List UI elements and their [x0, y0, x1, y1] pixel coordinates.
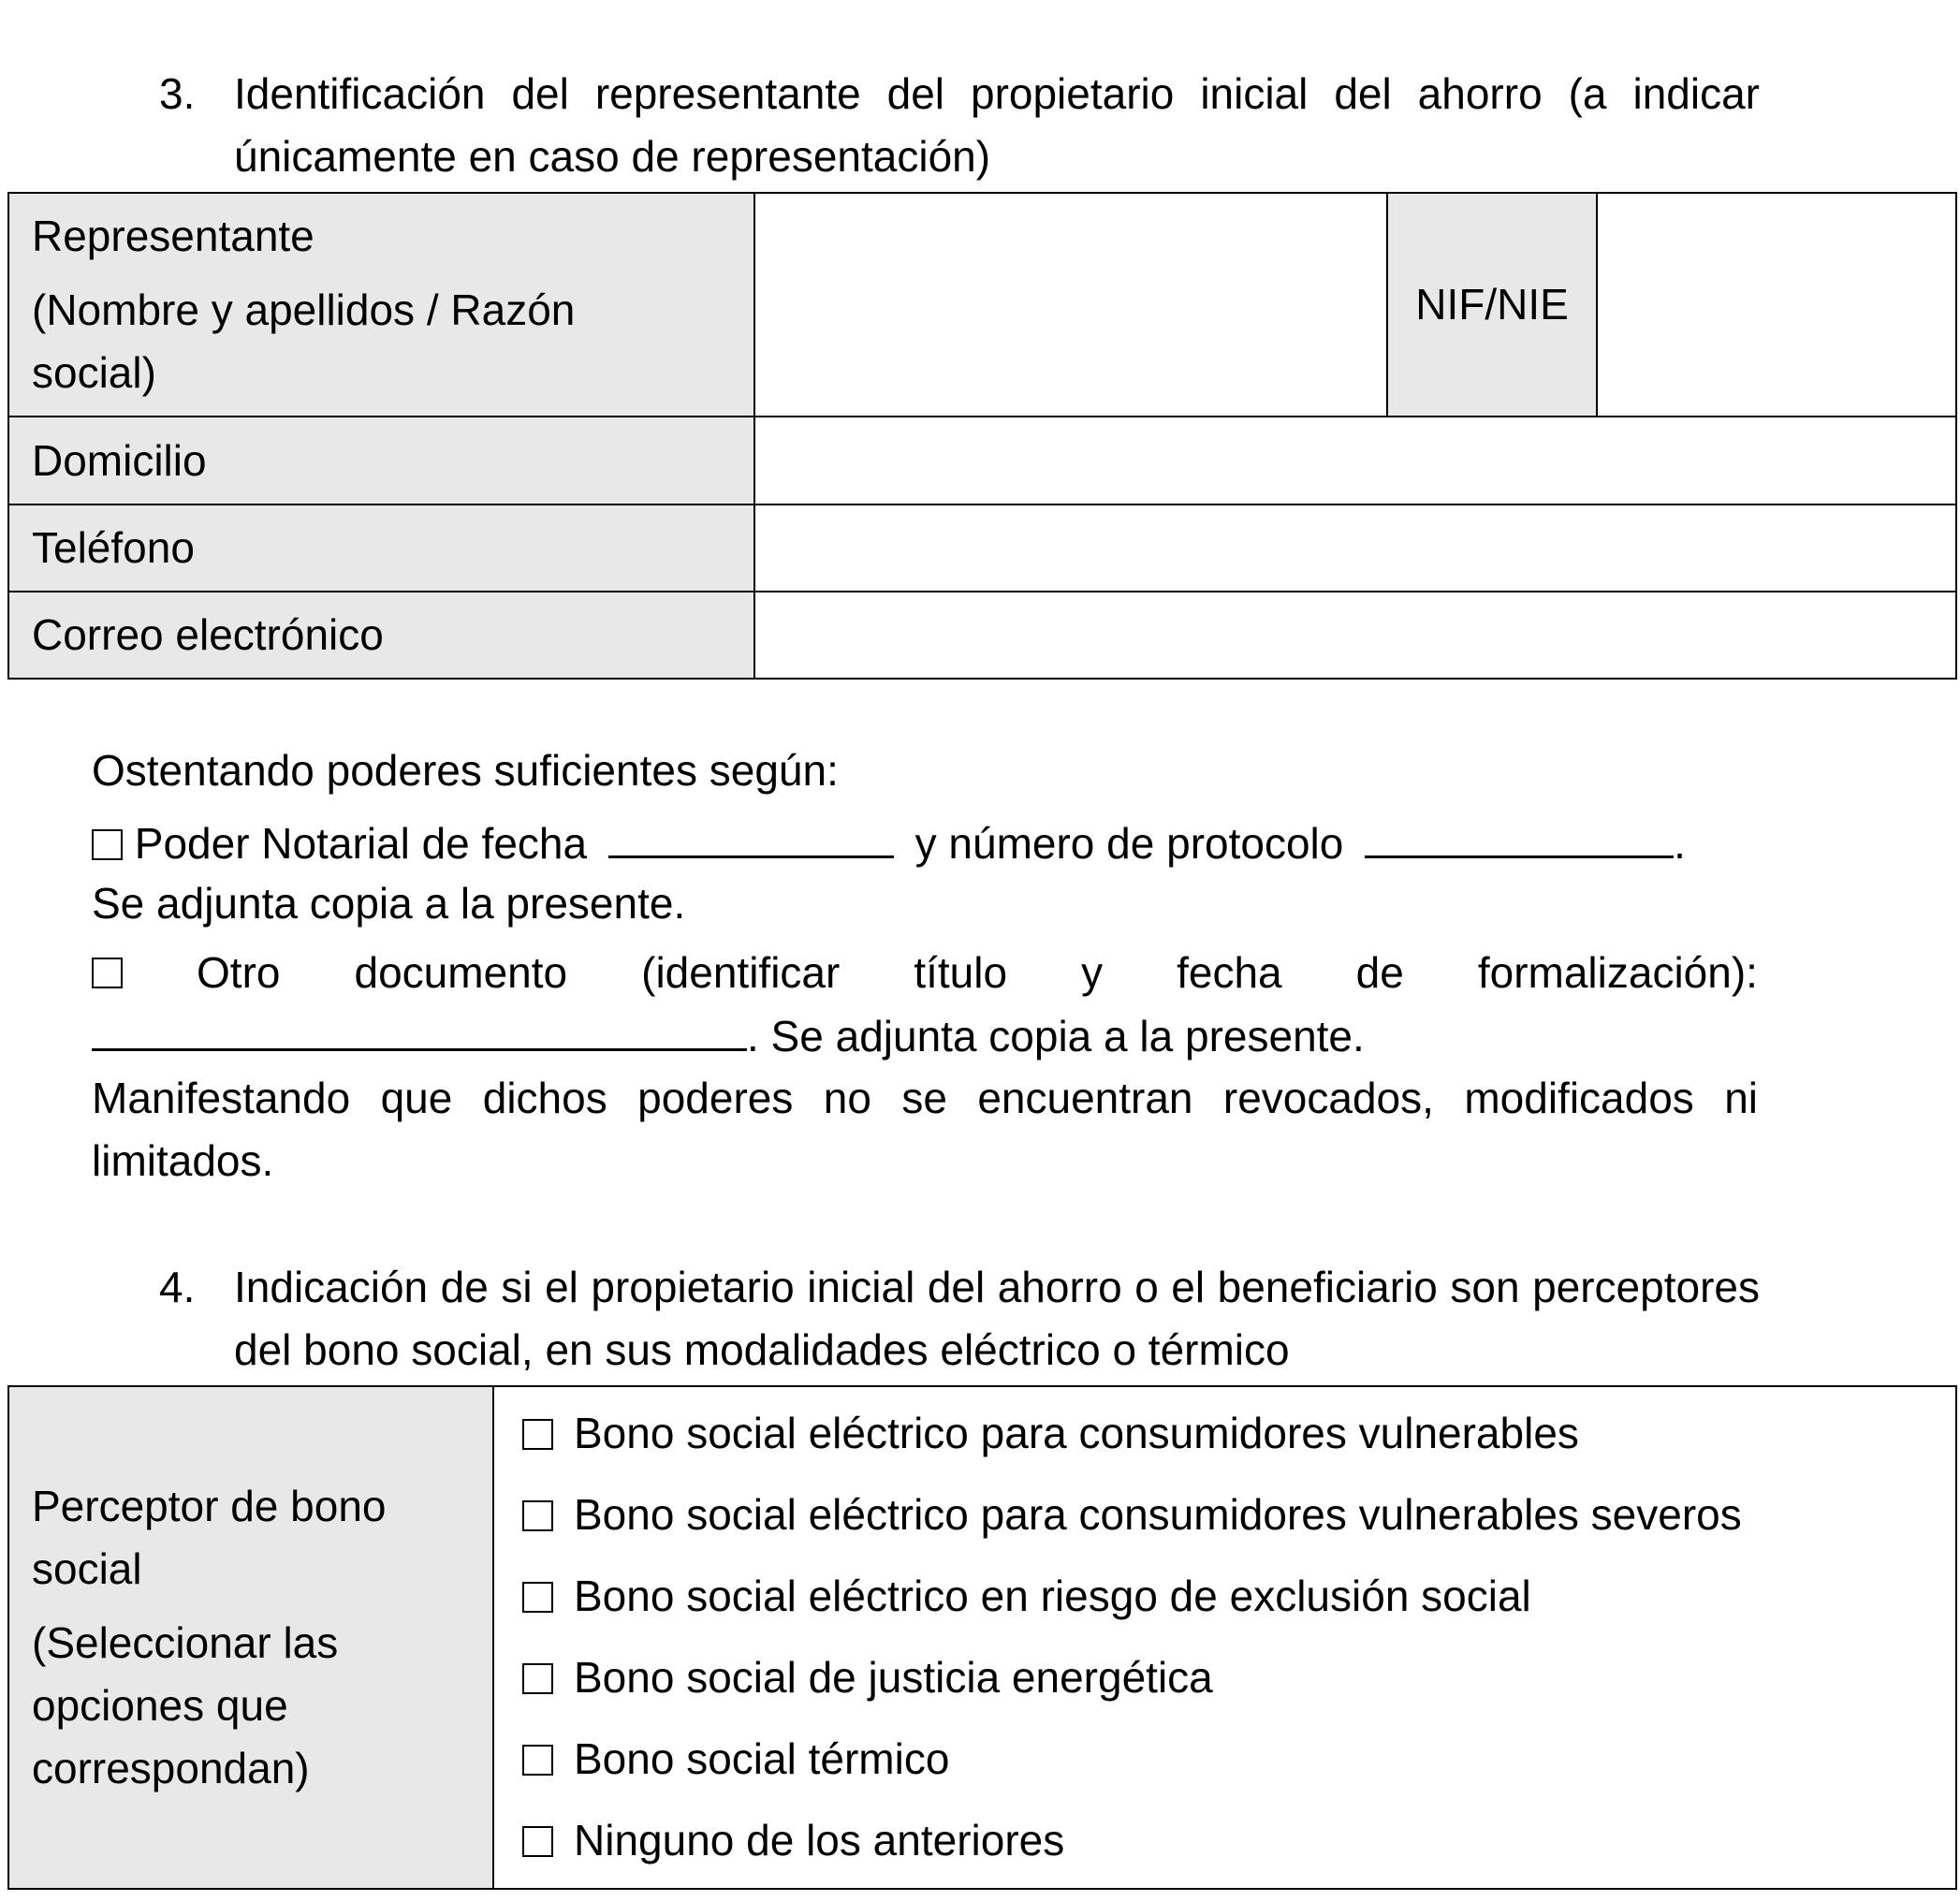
- otro-documento-line: [92, 940, 1758, 1005]
- section-3-number: 3.: [159, 69, 196, 118]
- section-4-number: 4.: [159, 1263, 196, 1311]
- poder-fecha-field[interactable]: [608, 807, 894, 858]
- correo-label: Correo electrónico: [8, 592, 754, 679]
- bono-option-4[interactable]: Bono social de justicia energética: [522, 1637, 1955, 1718]
- period-mark: .: [1674, 819, 1686, 868]
- adjunta-copia-2: . Se adjunta copia a la presente.: [747, 1012, 1365, 1060]
- otro-documento-word-5: y: [1081, 948, 1104, 997]
- poder-notarial-label: Poder Notarial de fecha: [134, 819, 588, 868]
- section-4-title: Indicación de si el propietario inicial del ahorro o el beneficiario son perceptores del bono social, en sus modalidades eléctrico o térmico: [234, 1263, 1760, 1374]
- otro-documento-word-3: (identificar: [641, 948, 841, 997]
- poderes-block: [92, 738, 1758, 1192]
- bono-option-3-checkbox[interactable]: [522, 1582, 553, 1613]
- domicilio-label: Domicilio: [8, 417, 754, 504]
- bono-option-1-checkbox[interactable]: [522, 1419, 553, 1450]
- otro-documento-word-4: título: [914, 948, 1008, 997]
- bono-social-table: [7, 1385, 1957, 1890]
- adjunta-copia-1: Se adjunta copia a la presente.: [92, 879, 686, 928]
- section-3-title: Identificación del representante del propietario inicial del ahorro (a indicar únicamente en caso de representación): [234, 69, 1760, 181]
- telefono-field[interactable]: [754, 504, 1956, 592]
- nif-nie-label: NIF/NIE: [1387, 193, 1597, 417]
- poderes-intro: Ostentando poderes suficientes según:: [92, 746, 839, 795]
- representante-name-field[interactable]: [754, 193, 1387, 417]
- poder-notarial-line: [92, 807, 1758, 876]
- bono-option-1[interactable]: Bono social eléctrico para consumidores vulnerables: [522, 1393, 1955, 1474]
- bono-option-5[interactable]: Bono social térmico: [522, 1718, 1955, 1800]
- representative-table: [7, 192, 1957, 680]
- representante-label: Representante (Nombre y apellidos / Razón social): [8, 193, 754, 417]
- otro-documento-word-1: Otro: [197, 948, 281, 997]
- perceptor-label: Perceptor de bono social (Seleccionar las opciones que correspondan): [8, 1386, 493, 1889]
- poder-notarial-checkbox[interactable]: [92, 829, 123, 860]
- otro-documento-checkbox[interactable]: [92, 958, 123, 988]
- manifestando-text: Manifestando que dichos poderes no se encuentran revocados, modificados ni limitados.: [92, 1074, 1758, 1185]
- bono-option-6-checkbox[interactable]: [522, 1826, 553, 1857]
- bono-option-2-checkbox[interactable]: [522, 1500, 553, 1531]
- otro-documento-word-7: de: [1355, 948, 1404, 997]
- bono-option-5-checkbox[interactable]: [522, 1745, 553, 1776]
- nif-nie-field[interactable]: [1597, 193, 1956, 417]
- bono-option-3[interactable]: Bono social eléctrico en riesgo de exclusión social: [522, 1556, 1955, 1637]
- domicilio-field[interactable]: [754, 417, 1956, 504]
- otro-documento-word-8: formalización):: [1477, 948, 1758, 997]
- otro-documento-field-line: [92, 1000, 1758, 1069]
- bono-options-cell: [493, 1386, 1956, 1889]
- bono-option-2[interactable]: Bono social eléctrico para consumidores vulnerables severos: [522, 1474, 1955, 1556]
- otro-documento-word-2: documento: [354, 948, 568, 997]
- numero-protocolo-label: y número de protocolo: [914, 819, 1344, 868]
- numero-protocolo-field[interactable]: [1365, 807, 1674, 858]
- otro-documento-word-6: fecha: [1177, 948, 1282, 997]
- telefono-label: Teléfono: [8, 504, 754, 592]
- otro-documento-field[interactable]: [92, 1000, 747, 1051]
- bono-option-4-checkbox[interactable]: [522, 1663, 553, 1694]
- correo-field[interactable]: [754, 592, 1956, 679]
- bono-option-6[interactable]: Ninguno de los anteriores: [522, 1800, 1955, 1881]
